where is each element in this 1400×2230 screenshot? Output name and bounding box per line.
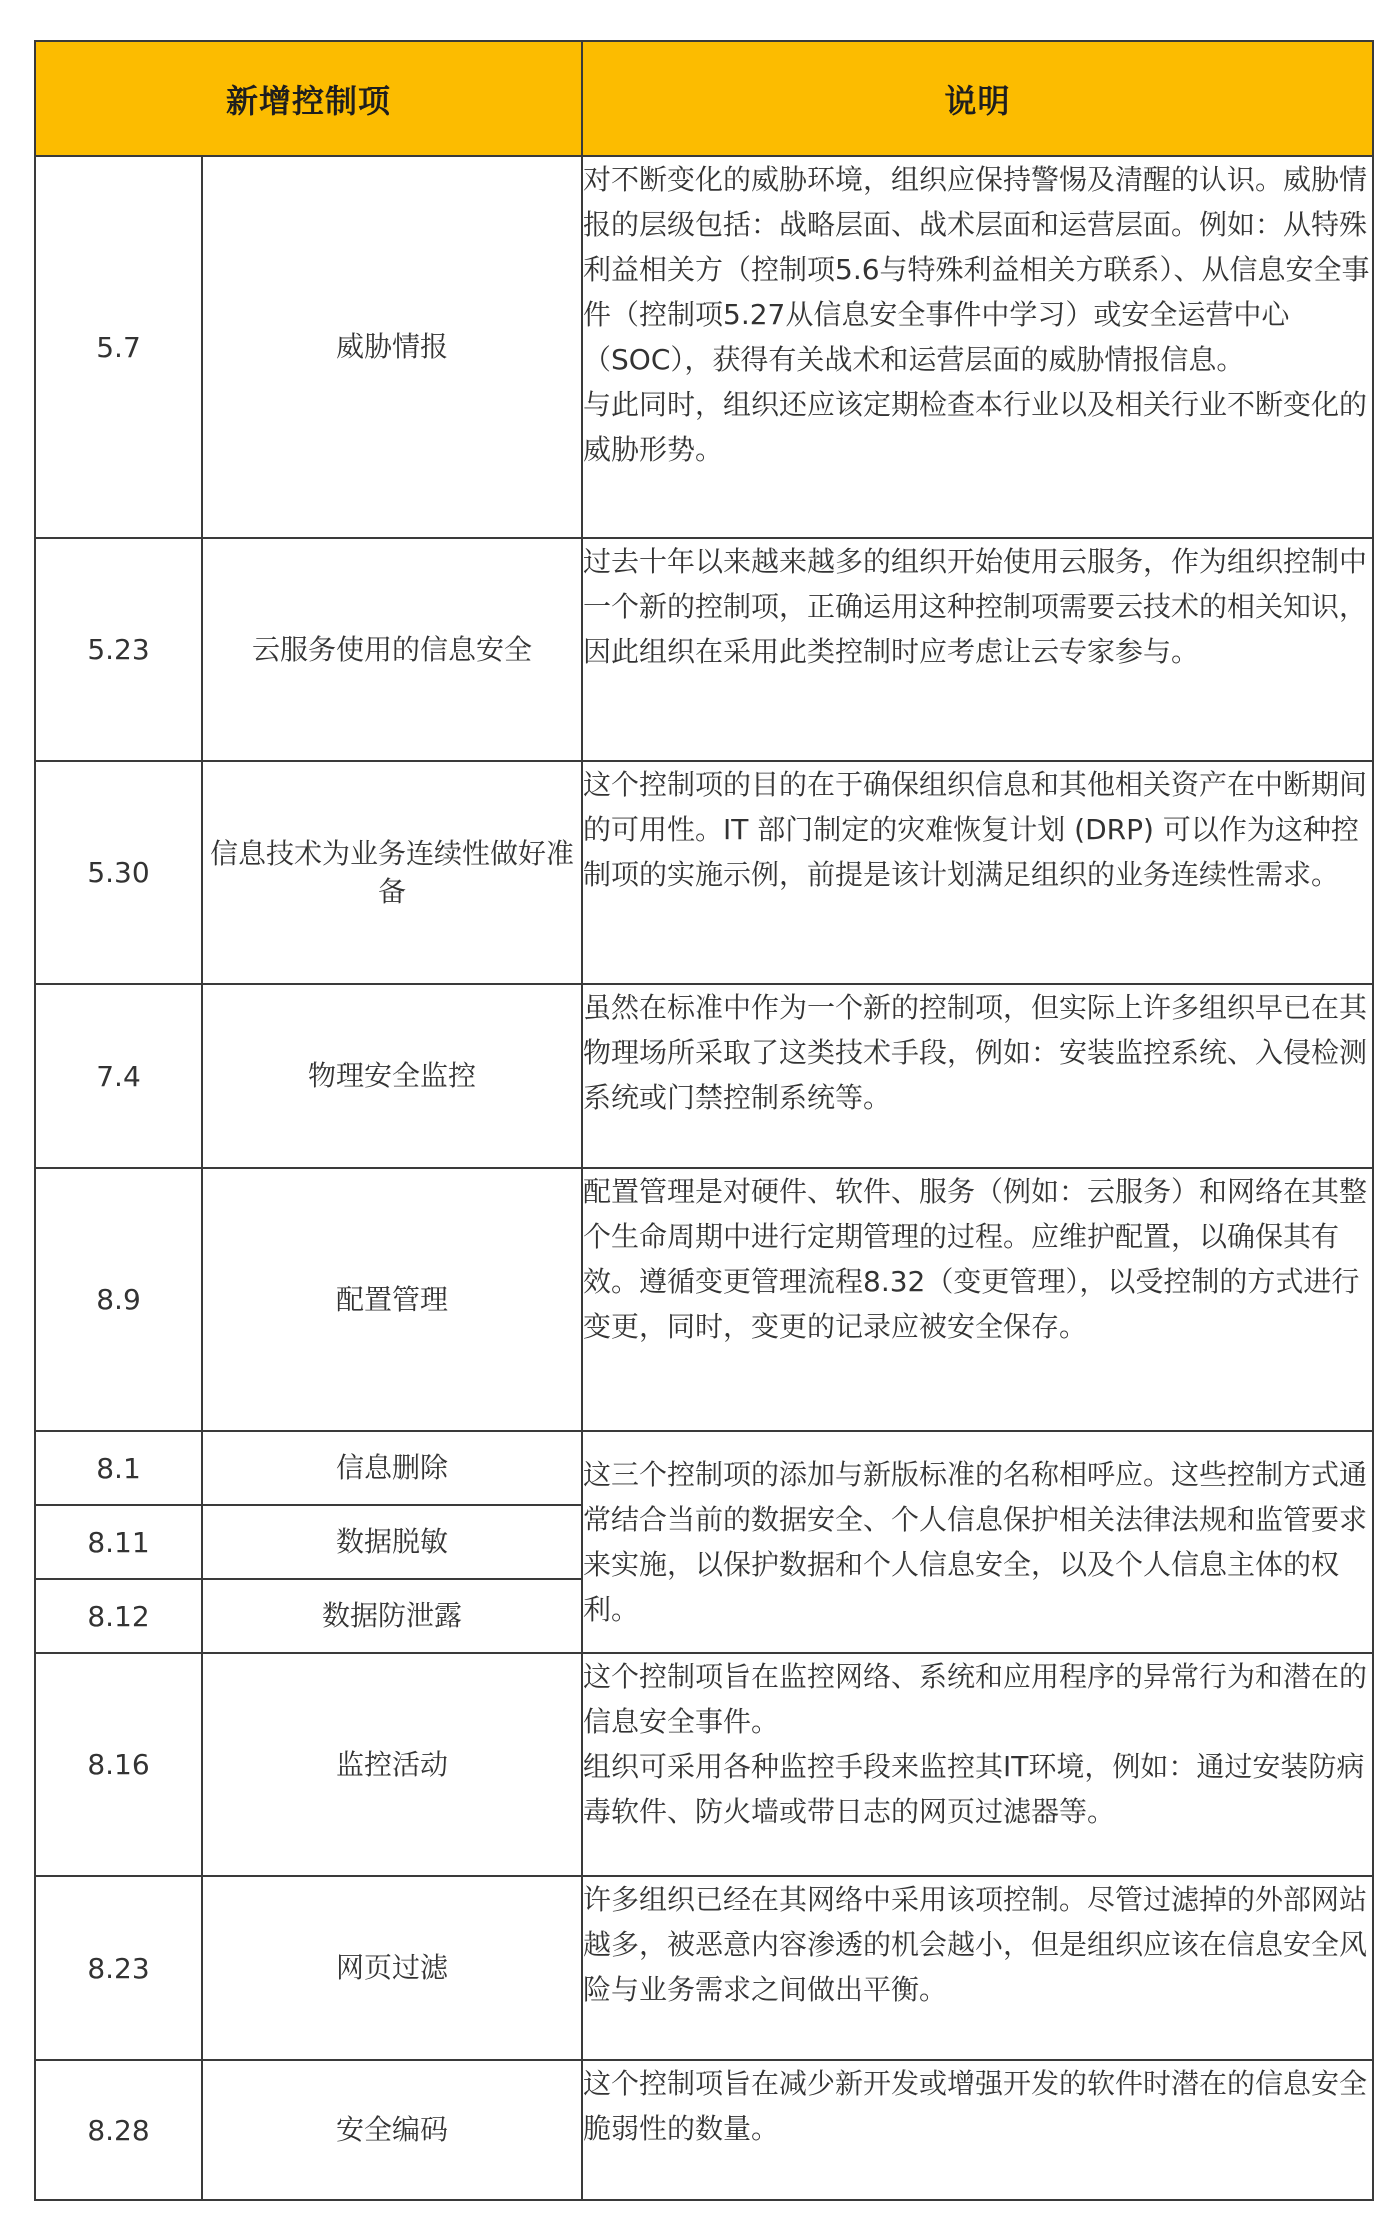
control-name: 配置管理	[202, 1168, 582, 1431]
control-name: 物理安全监控	[202, 984, 582, 1168]
control-name: 数据防泄露	[202, 1579, 582, 1653]
control-id: 8.9	[35, 1168, 202, 1431]
control-id: 8.16	[35, 1653, 202, 1876]
header-new-control: 新增控制项	[35, 41, 582, 156]
control-description	[582, 761, 1373, 984]
description-paragraph: 过去十年以来越来越多的组织开始使用云服务，作为组织控制中一个新的控制项，正确运用这种控制项需要云技术的相关知识，因此组织在采用此类控制时应考虑让云专家参与。	[583, 545, 1368, 668]
description-paragraph: 对不断变化的威胁环境，组织应保持警惕及清醒的认识。威胁情报的层级包括：战略层面、战术层面和运营层面。例如：从特殊利益相关方（控制项5.6与特殊利益相关方联系）、从信息安全事件（控制项5.27从信息安全事件中学习）或安全运营中心（SOC），获得有关战术和运营层面的威胁情报信息。	[583, 163, 1370, 376]
control-description	[582, 156, 1373, 538]
table-row	[35, 761, 1373, 984]
control-id: 8.11	[35, 1505, 202, 1579]
table-header-row	[35, 41, 1373, 156]
control-name: 安全编码	[202, 2060, 582, 2200]
description-paragraph: 这三个控制项的添加与新版标准的名称相呼应。这些控制方式通常结合当前的数据安全、个人信息保护相关法律法规和监管要求来实施，以保护数据和个人信息安全，以及个人信息主体的权利。	[583, 1458, 1368, 1626]
control-description	[582, 1168, 1373, 1431]
control-name: 数据脱敏	[202, 1505, 582, 1579]
description-paragraph: 这个控制项旨在监控网络、系统和应用程序的异常行为和潜在的信息安全事件。	[583, 1660, 1368, 1738]
description-paragraph: 虽然在标准中作为一个新的控制项，但实际上许多组织早已在其物理场所采取了这类技术手段，例如：安装监控系统、入侵检测系统或门禁控制系统等。	[583, 991, 1368, 1114]
description-paragraph: 这个控制项的目的在于确保组织信息和其他相关资产在中断期间的可用性。IT 部门制定的灾难恢复计划 (DRP) 可以作为这种控制项的实施示例，前提是该计划满足组织的业务连续性需求。	[583, 768, 1368, 891]
table-row	[35, 1653, 1373, 1876]
control-description	[582, 2060, 1373, 2200]
control-description	[582, 1653, 1373, 1876]
description-paragraph: 许多组织已经在其网络中采用该项控制。尽管过滤掉的外部网站越多，被恶意内容渗透的机会越小，但是组织应该在信息安全风险与业务需求之间做出平衡。	[583, 1883, 1368, 2006]
control-id: 8.23	[35, 1876, 202, 2060]
control-id: 5.30	[35, 761, 202, 984]
control-name: 威胁情报	[202, 156, 582, 538]
controls-table	[34, 40, 1374, 2201]
table-row	[35, 984, 1373, 1168]
control-id: 8.12	[35, 1579, 202, 1653]
control-id: 5.23	[35, 538, 202, 761]
control-description	[582, 1431, 1373, 1653]
table-row	[35, 1431, 1373, 1505]
table-row	[35, 1168, 1373, 1431]
control-description	[582, 538, 1373, 761]
control-name: 网页过滤	[202, 1876, 582, 2060]
description-paragraph: 配置管理是对硬件、软件、服务（例如：云服务）和网络在其整个生命周期中进行定期管理的过程。应维护配置，以确保其有效。遵循变更管理流程8.32（变更管理），以受控制的方式进行变更，同时，变更的记录应被安全保存。	[583, 1175, 1368, 1343]
control-id: 8.1	[35, 1431, 202, 1505]
control-name: 监控活动	[202, 1653, 582, 1876]
control-description	[582, 1876, 1373, 2060]
control-id: 7.4	[35, 984, 202, 1168]
description-paragraph: 组织可采用各种监控手段来监控其IT环境，例如：通过安装防病毒软件、防火墙或带日志的网页过滤器等。	[583, 1750, 1365, 1828]
control-description	[582, 984, 1373, 1168]
table-row	[35, 2060, 1373, 2200]
control-name: 信息删除	[202, 1431, 582, 1505]
control-name: 云服务使用的信息安全	[202, 538, 582, 761]
control-id: 5.7	[35, 156, 202, 538]
table-row	[35, 1876, 1373, 2060]
description-paragraph: 与此同时，组织还应该定期检查本行业以及相关行业不断变化的威胁形势。	[583, 388, 1368, 466]
control-name: 信息技术为业务连续性做好准备	[202, 761, 582, 984]
table-row	[35, 538, 1373, 761]
table-row	[35, 156, 1373, 538]
control-id: 8.28	[35, 2060, 202, 2200]
header-description: 说明	[582, 41, 1373, 156]
description-paragraph: 这个控制项旨在减少新开发或增强开发的软件时潜在的信息安全脆弱性的数量。	[583, 2067, 1368, 2145]
